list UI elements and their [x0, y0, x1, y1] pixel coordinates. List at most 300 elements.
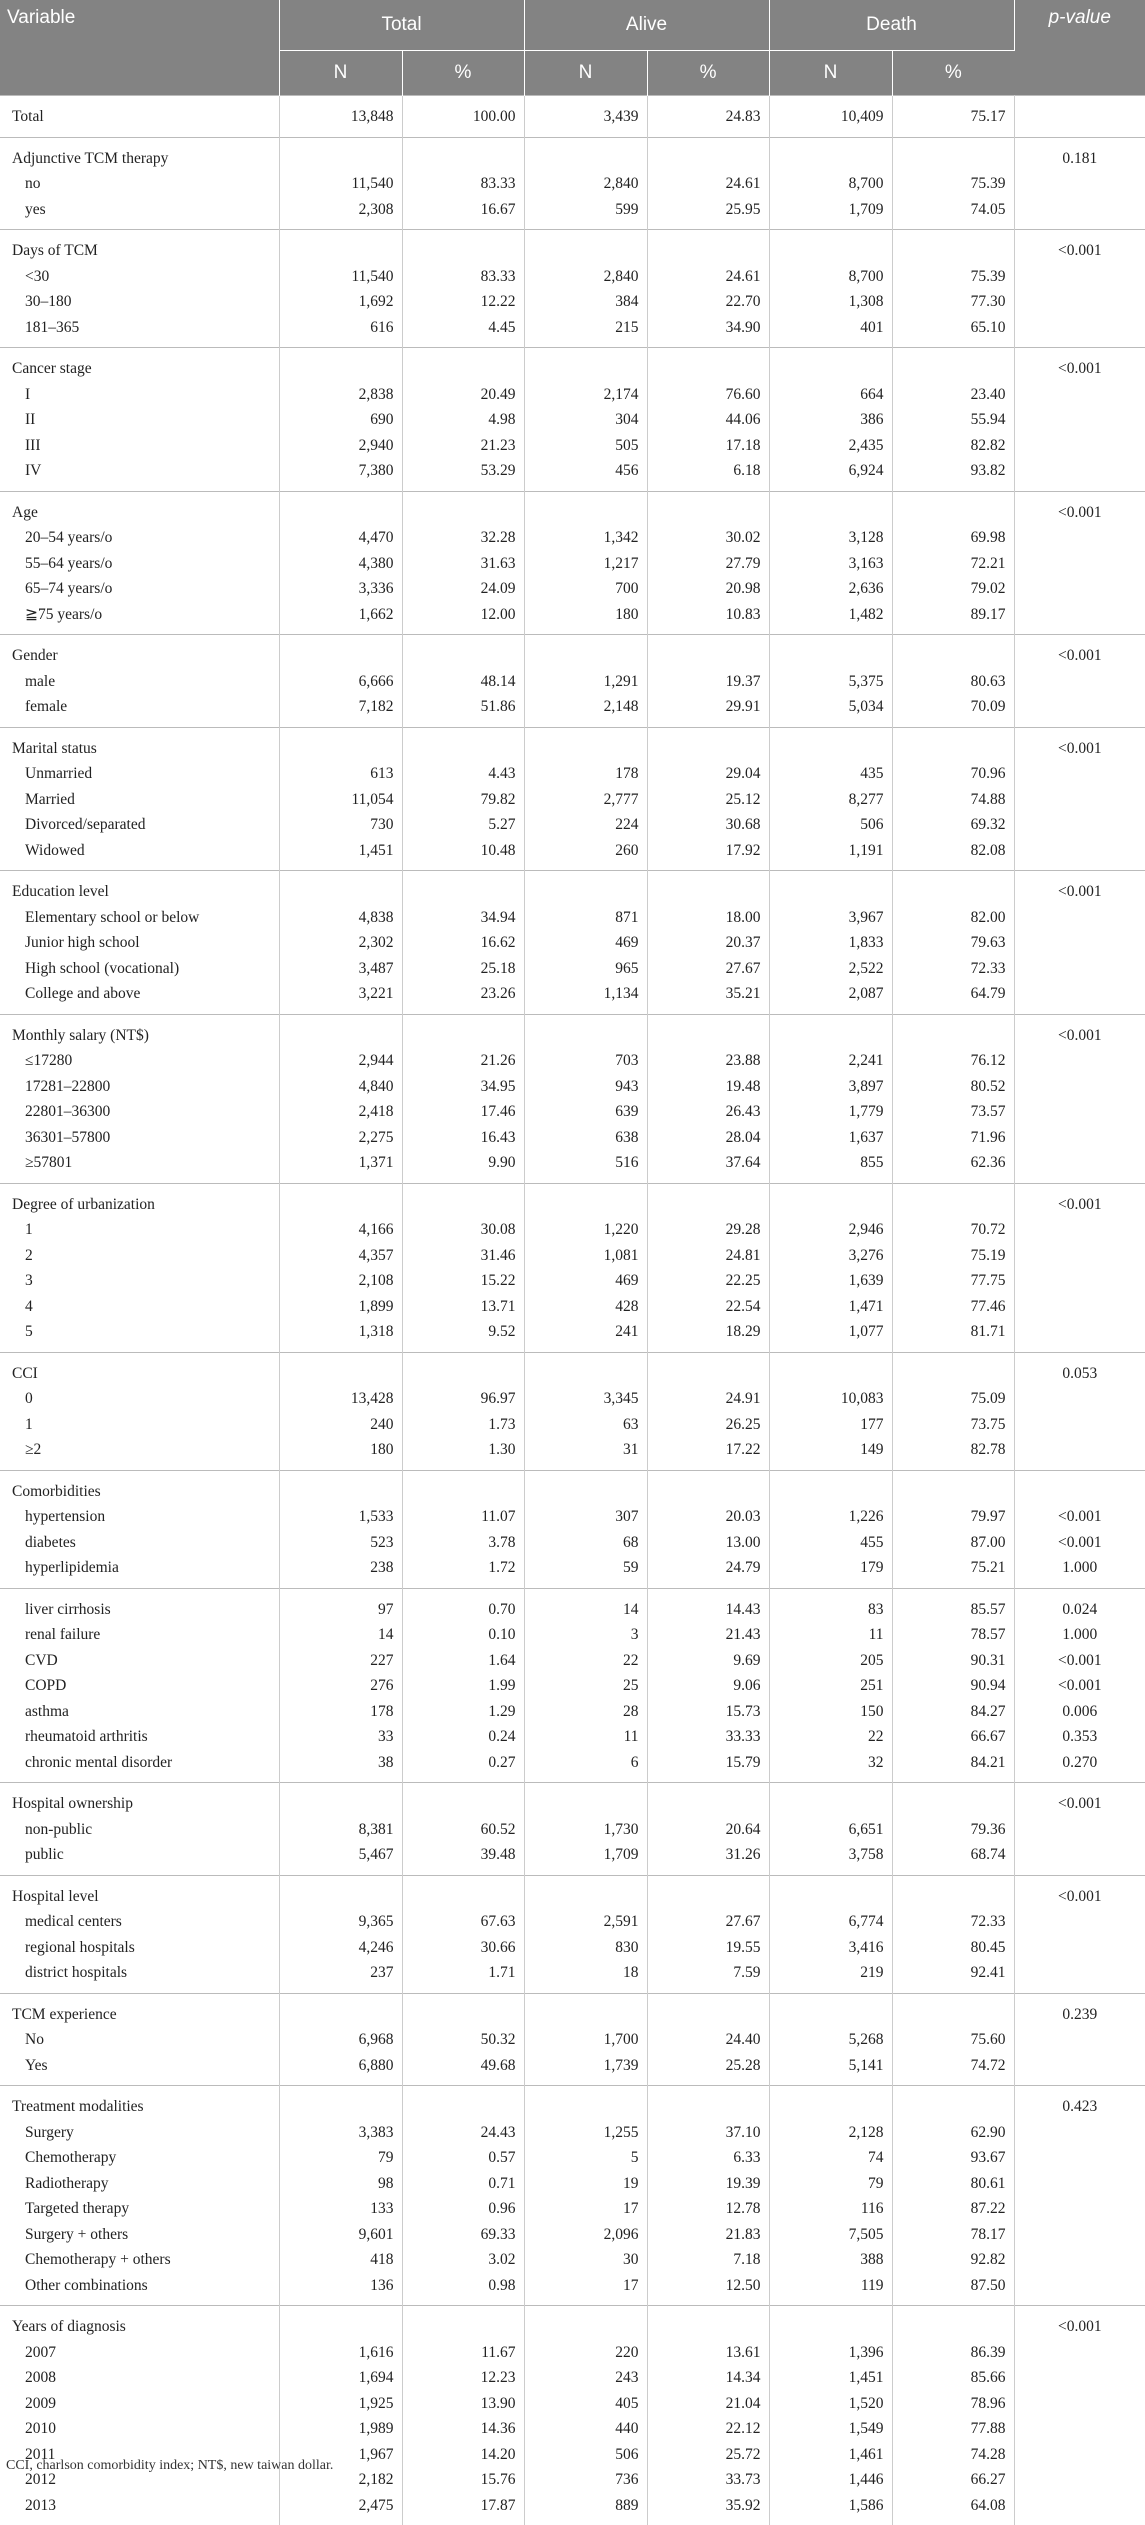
alive-pct-cell: 19.39	[647, 2171, 769, 2197]
death-pct-cell: 92.82	[892, 2247, 1014, 2273]
alive-n-cell: 22	[524, 1648, 647, 1674]
empty-cell	[524, 1875, 647, 1909]
table-row	[0, 2222, 1145, 2248]
table-group	[0, 2086, 1145, 2306]
empty-cell	[769, 1993, 892, 2027]
table-row	[0, 694, 1145, 727]
alive-pct-cell: 33.73	[647, 2467, 769, 2493]
total-n-cell: 240	[279, 1412, 402, 1438]
group-header-row	[0, 2086, 1145, 2120]
alive-n-cell: 889	[524, 2493, 647, 2525]
total-pct-cell: 12.23	[402, 2365, 524, 2391]
alive-n-cell: 505	[524, 433, 647, 459]
p-value-cell: <0.001	[1014, 871, 1145, 905]
empty-cell	[279, 1470, 402, 1504]
p-value-cell	[1014, 576, 1145, 602]
empty-cell	[647, 635, 769, 669]
table-group	[0, 1470, 1145, 1588]
row-label: Other combinations	[0, 2273, 279, 2306]
death-pct-cell: 86.39	[892, 2340, 1014, 2366]
total-pct-cell: 13.90	[402, 2391, 524, 2417]
p-value-cell: <0.001	[1014, 348, 1145, 382]
alive-n-cell: 506	[524, 2442, 647, 2468]
empty-cell	[279, 1993, 402, 2027]
table-row	[0, 1412, 1145, 1438]
death-n-cell: 401	[769, 315, 892, 348]
group-label: Years of diagnosis	[0, 2306, 279, 2340]
death-n-cell: 205	[769, 1648, 892, 1674]
total-n-cell: 13,428	[279, 1386, 402, 1412]
total-n-cell: 2,418	[279, 1099, 402, 1125]
alive-pct-cell: 22.70	[647, 289, 769, 315]
p-value-cell	[1014, 382, 1145, 408]
death-pct-cell: 80.45	[892, 1935, 1014, 1961]
p-value-cell	[1014, 2442, 1145, 2468]
death-n-cell: 1,191	[769, 838, 892, 871]
death-pct-cell: 82.78	[892, 1437, 1014, 1470]
table-row	[0, 930, 1145, 956]
total-pct-cell: 17.87	[402, 2493, 524, 2525]
group-label: Days of TCM	[0, 230, 279, 264]
row-label: Radiotherapy	[0, 2171, 279, 2197]
total-pct-cell: 23.26	[402, 981, 524, 1014]
table-row	[0, 1699, 1145, 1725]
group-header-row	[0, 1352, 1145, 1386]
total-n-cell: 97	[279, 1588, 402, 1622]
row-label: chronic mental disorder	[0, 1750, 279, 1783]
group-label: Hospital level	[0, 1875, 279, 1909]
death-pct-cell: 93.82	[892, 458, 1014, 491]
row-label: 181–365	[0, 315, 279, 348]
group-header-row	[0, 348, 1145, 382]
table-group	[0, 2306, 1145, 2525]
death-pct-cell: 79.97	[892, 1504, 1014, 1530]
p-value-cell	[1014, 1074, 1145, 1100]
empty-cell	[402, 1875, 524, 1909]
row-label: ≤17280	[0, 1048, 279, 1074]
alive-n-cell: 456	[524, 458, 647, 491]
death-pct-cell: 72.33	[892, 1909, 1014, 1935]
table-row	[0, 1648, 1145, 1674]
total-n-cell: 33	[279, 1724, 402, 1750]
death-pct-cell: 75.21	[892, 1555, 1014, 1588]
p-value-cell: 0.024	[1014, 1588, 1145, 1622]
p-value-cell	[1014, 1125, 1145, 1151]
death-pct-cell: 71.96	[892, 1125, 1014, 1151]
alive-n-cell: 17	[524, 2273, 647, 2306]
total-pct-cell: 83.33	[402, 264, 524, 290]
empty-cell	[647, 1783, 769, 1817]
total-n-cell: 616	[279, 315, 402, 348]
alive-n-cell: 178	[524, 761, 647, 787]
empty-cell	[279, 1183, 402, 1217]
empty-cell	[402, 635, 524, 669]
alive-n-cell: 830	[524, 1935, 647, 1961]
alive-pct-cell: 31.26	[647, 1842, 769, 1875]
table-row	[0, 264, 1145, 290]
empty-cell	[892, 348, 1014, 382]
empty-cell	[402, 1183, 524, 1217]
total-pct-cell: 3.02	[402, 2247, 524, 2273]
p-value-cell	[1014, 171, 1145, 197]
row-label: 65–74 years/o	[0, 576, 279, 602]
p-value-cell	[1014, 2365, 1145, 2391]
table-row	[0, 171, 1145, 197]
death-pct-cell: 93.67	[892, 2145, 1014, 2171]
death-n-cell: 6,774	[769, 1909, 892, 1935]
alive-pct-cell: 35.92	[647, 2493, 769, 2525]
alive-n-cell: 1,217	[524, 551, 647, 577]
death-pct-cell: 75.39	[892, 264, 1014, 290]
table-row	[0, 315, 1145, 348]
p-value-cell: <0.001	[1014, 1875, 1145, 1909]
empty-cell	[402, 348, 524, 382]
alive-pct-cell: 20.03	[647, 1504, 769, 1530]
group-header-row	[0, 1470, 1145, 1504]
total-pct-cell: 14.36	[402, 2416, 524, 2442]
total-n-cell: 1,371	[279, 1150, 402, 1183]
row-label: College and above	[0, 981, 279, 1014]
row-label: IV	[0, 458, 279, 491]
death-n-cell: 664	[769, 382, 892, 408]
death-n-cell: 2,522	[769, 956, 892, 982]
p-value-cell: 1.000	[1014, 1555, 1145, 1588]
total-pct-cell: 21.23	[402, 433, 524, 459]
alive-pct-cell: 35.21	[647, 981, 769, 1014]
total-n-cell: 136	[279, 2273, 402, 2306]
empty-cell	[769, 871, 892, 905]
death-n-cell: 1,709	[769, 197, 892, 230]
alive-pct-cell: 30.68	[647, 812, 769, 838]
p-value-cell	[1014, 787, 1145, 813]
alive-pct-cell: 21.43	[647, 1622, 769, 1648]
death-pct-cell: 82.00	[892, 905, 1014, 931]
p-value-cell	[1014, 1150, 1145, 1183]
total-pct-cell: 1.99	[402, 1673, 524, 1699]
row-label: ≥2	[0, 1437, 279, 1470]
total-n-cell: 4,357	[279, 1243, 402, 1269]
empty-cell	[769, 348, 892, 382]
death-n-cell: 83	[769, 1588, 892, 1622]
group-label: Marital status	[0, 727, 279, 761]
total-n-cell: 730	[279, 812, 402, 838]
alive-pct-cell: 12.78	[647, 2196, 769, 2222]
total-pct-cell: 15.22	[402, 1268, 524, 1294]
row-label: diabetes	[0, 1530, 279, 1556]
total-n-cell: 2,838	[279, 382, 402, 408]
alive-pct-cell: 22.12	[647, 2416, 769, 2442]
p-value-cell	[1014, 2467, 1145, 2493]
table-row	[0, 1074, 1145, 1100]
empty-cell	[279, 230, 402, 264]
total-n-cell: 6,880	[279, 2053, 402, 2086]
alive-n-cell: 224	[524, 812, 647, 838]
table-group	[0, 1014, 1145, 1183]
p-value-cell	[1014, 315, 1145, 348]
death-pct-cell: 87.50	[892, 2273, 1014, 2306]
death-n-cell: 3,416	[769, 1935, 892, 1961]
p-value-cell	[1014, 264, 1145, 290]
table-row	[0, 96, 1145, 138]
total-pct-cell: 16.43	[402, 1125, 524, 1151]
header-alive-pct: %	[647, 51, 769, 96]
alive-pct-cell: 17.92	[647, 838, 769, 871]
alive-n-cell: 17	[524, 2196, 647, 2222]
alive-pct-cell: 37.64	[647, 1150, 769, 1183]
alive-n-cell: 599	[524, 197, 647, 230]
table-row	[0, 1294, 1145, 1320]
row-label: Chemotherapy	[0, 2145, 279, 2171]
empty-cell	[892, 2086, 1014, 2120]
death-n-cell: 1,586	[769, 2493, 892, 2525]
row-label: COPD	[0, 1673, 279, 1699]
death-n-cell: 5,141	[769, 2053, 892, 2086]
table-row	[0, 761, 1145, 787]
death-n-cell: 2,241	[769, 1048, 892, 1074]
total-pct-cell: 1.72	[402, 1555, 524, 1588]
group-header-row	[0, 1783, 1145, 1817]
p-value-cell	[1014, 289, 1145, 315]
table-row	[0, 1243, 1145, 1269]
group-header-row	[0, 230, 1145, 264]
alive-pct-cell: 76.60	[647, 382, 769, 408]
death-pct-cell: 79.02	[892, 576, 1014, 602]
total-n-cell: 3,336	[279, 576, 402, 602]
p-value-cell	[1014, 2416, 1145, 2442]
death-pct-cell: 23.40	[892, 382, 1014, 408]
death-pct-cell: 70.72	[892, 1217, 1014, 1243]
table-row	[0, 1724, 1145, 1750]
p-value-cell	[1014, 2273, 1145, 2306]
total-pct-cell: 83.33	[402, 171, 524, 197]
row-label: Chemotherapy + others	[0, 2247, 279, 2273]
table-row	[0, 669, 1145, 695]
alive-n-cell: 1,739	[524, 2053, 647, 2086]
total-n-cell: 1,692	[279, 289, 402, 315]
row-label: 2008	[0, 2365, 279, 2391]
alive-n-cell: 2,148	[524, 694, 647, 727]
death-pct-cell: 73.75	[892, 1412, 1014, 1438]
death-n-cell: 386	[769, 407, 892, 433]
total-pct-cell: 34.95	[402, 1074, 524, 1100]
row-label: liver cirrhosis	[0, 1588, 279, 1622]
p-value-cell	[1014, 2340, 1145, 2366]
empty-cell	[279, 727, 402, 761]
total-pct-cell: 13.71	[402, 1294, 524, 1320]
alive-n-cell: 703	[524, 1048, 647, 1074]
empty-cell	[769, 1014, 892, 1048]
total-pct-cell: 100.00	[402, 96, 524, 138]
header-death-n: N	[769, 51, 892, 96]
p-value-cell	[1014, 905, 1145, 931]
p-value-cell: <0.001	[1014, 1783, 1145, 1817]
death-n-cell: 11	[769, 1622, 892, 1648]
row-label: Divorced/separated	[0, 812, 279, 838]
total-pct-cell: 51.86	[402, 694, 524, 727]
death-pct-cell: 66.27	[892, 2467, 1014, 2493]
death-n-cell: 150	[769, 1699, 892, 1725]
total-n-cell: 237	[279, 1960, 402, 1993]
alive-n-cell: 700	[524, 576, 647, 602]
table-group	[0, 1352, 1145, 1470]
alive-pct-cell: 25.72	[647, 2442, 769, 2468]
empty-cell	[402, 2306, 524, 2340]
death-pct-cell: 78.17	[892, 2222, 1014, 2248]
group-label: Hospital ownership	[0, 1783, 279, 1817]
empty-cell	[892, 1014, 1014, 1048]
death-n-cell: 1,482	[769, 602, 892, 635]
group-label: Degree of urbanization	[0, 1183, 279, 1217]
header-death-pct: %	[892, 51, 1014, 96]
alive-n-cell: 6	[524, 1750, 647, 1783]
total-pct-cell: 31.46	[402, 1243, 524, 1269]
table-group	[0, 1183, 1145, 1352]
row-label: 4	[0, 1294, 279, 1320]
row-label: 2011	[0, 2442, 279, 2468]
p-value-cell	[1014, 1960, 1145, 1993]
death-pct-cell: 74.88	[892, 787, 1014, 813]
death-n-cell: 506	[769, 812, 892, 838]
row-label: 20–54 years/o	[0, 525, 279, 551]
alive-n-cell: 2,174	[524, 382, 647, 408]
death-pct-cell: 82.08	[892, 838, 1014, 871]
death-n-cell: 1,226	[769, 1504, 892, 1530]
table-row	[0, 1750, 1145, 1783]
death-n-cell: 1,833	[769, 930, 892, 956]
table-group	[0, 1875, 1145, 1993]
total-pct-cell: 49.68	[402, 2053, 524, 2086]
table-row	[0, 1909, 1145, 1935]
row-label: public	[0, 1842, 279, 1875]
death-pct-cell: 79.36	[892, 1817, 1014, 1843]
death-n-cell: 2,435	[769, 433, 892, 459]
group-header-row	[0, 727, 1145, 761]
table-row	[0, 525, 1145, 551]
total-n-cell: 178	[279, 1699, 402, 1725]
death-n-cell: 251	[769, 1673, 892, 1699]
total-n-cell: 6,968	[279, 2027, 402, 2053]
total-n-cell: 2,308	[279, 197, 402, 230]
p-value-cell: 0.239	[1014, 1993, 1145, 2027]
empty-cell	[769, 230, 892, 264]
alive-pct-cell: 44.06	[647, 407, 769, 433]
empty-cell	[524, 1183, 647, 1217]
table-group	[0, 137, 1145, 230]
death-pct-cell: 77.75	[892, 1268, 1014, 1294]
group-header-row	[0, 137, 1145, 171]
row-label: Widowed	[0, 838, 279, 871]
empty-cell	[524, 635, 647, 669]
total-n-cell: 2,944	[279, 1048, 402, 1074]
death-n-cell: 1,779	[769, 1099, 892, 1125]
death-pct-cell: 70.96	[892, 761, 1014, 787]
row-label: I	[0, 382, 279, 408]
alive-n-cell: 440	[524, 2416, 647, 2442]
table-row	[0, 1530, 1145, 1556]
death-pct-cell: 78.96	[892, 2391, 1014, 2417]
table-row	[0, 1504, 1145, 1530]
alive-pct-cell: 19.37	[647, 669, 769, 695]
table-row	[0, 1217, 1145, 1243]
total-n-cell: 8,381	[279, 1817, 402, 1843]
empty-cell	[524, 727, 647, 761]
alive-pct-cell: 17.18	[647, 433, 769, 459]
p-value-cell	[1014, 930, 1145, 956]
alive-n-cell: 736	[524, 2467, 647, 2493]
group-header-row	[0, 1014, 1145, 1048]
alive-n-cell: 1,220	[524, 1217, 647, 1243]
alive-n-cell: 5	[524, 2145, 647, 2171]
total-n-cell: 1,899	[279, 1294, 402, 1320]
table-row	[0, 576, 1145, 602]
empty-cell	[524, 871, 647, 905]
empty-cell	[524, 2086, 647, 2120]
total-pct-cell: 14.20	[402, 2442, 524, 2468]
p-value-cell	[1014, 1386, 1145, 1412]
row-label: non-public	[0, 1817, 279, 1843]
table-header	[0, 0, 1145, 96]
death-pct-cell: 74.05	[892, 197, 1014, 230]
header-death: Death	[769, 0, 1014, 51]
total-pct-cell: 11.07	[402, 1504, 524, 1530]
alive-pct-cell: 24.79	[647, 1555, 769, 1588]
group-header-row	[0, 1993, 1145, 2027]
alive-n-cell: 3	[524, 1622, 647, 1648]
death-pct-cell: 64.79	[892, 981, 1014, 1014]
p-value-cell	[1014, 1842, 1145, 1875]
p-value-cell	[1014, 525, 1145, 551]
p-value-cell: <0.001	[1014, 1504, 1145, 1530]
alive-n-cell: 428	[524, 1294, 647, 1320]
table-row	[0, 2493, 1145, 2525]
death-n-cell: 1,549	[769, 2416, 892, 2442]
death-pct-cell: 90.94	[892, 1673, 1014, 1699]
table-row	[0, 1588, 1145, 1622]
total-pct-cell: 1.64	[402, 1648, 524, 1674]
row-label: High school (vocational)	[0, 956, 279, 982]
empty-cell	[769, 2306, 892, 2340]
table-group	[0, 635, 1145, 728]
p-value-cell: 0.423	[1014, 2086, 1145, 2120]
header-total-n: N	[279, 51, 402, 96]
death-n-cell: 74	[769, 2145, 892, 2171]
row-label: male	[0, 669, 279, 695]
table-row	[0, 905, 1145, 931]
empty-cell	[524, 137, 647, 171]
total-n-cell: 11,540	[279, 264, 402, 290]
death-pct-cell: 73.57	[892, 1099, 1014, 1125]
total-pct-cell: 34.94	[402, 905, 524, 931]
alive-n-cell: 304	[524, 407, 647, 433]
table-row	[0, 2171, 1145, 2197]
death-pct-cell: 89.17	[892, 602, 1014, 635]
total-n-cell: 1,662	[279, 602, 402, 635]
p-value-cell: 0.270	[1014, 1750, 1145, 1783]
alive-pct-cell: 13.61	[647, 2340, 769, 2366]
total-n-cell: 4,838	[279, 905, 402, 931]
total-pct-cell: 3.78	[402, 1530, 524, 1556]
group-header-row	[0, 871, 1145, 905]
empty-cell	[402, 2086, 524, 2120]
alive-pct-cell: 21.83	[647, 2222, 769, 2248]
alive-pct-cell: 25.12	[647, 787, 769, 813]
empty-cell	[279, 2086, 402, 2120]
death-pct-cell: 70.09	[892, 694, 1014, 727]
empty-cell	[524, 491, 647, 525]
total-pct-cell: 60.52	[402, 1817, 524, 1843]
death-pct-cell: 68.74	[892, 1842, 1014, 1875]
alive-n-cell: 241	[524, 1319, 647, 1352]
